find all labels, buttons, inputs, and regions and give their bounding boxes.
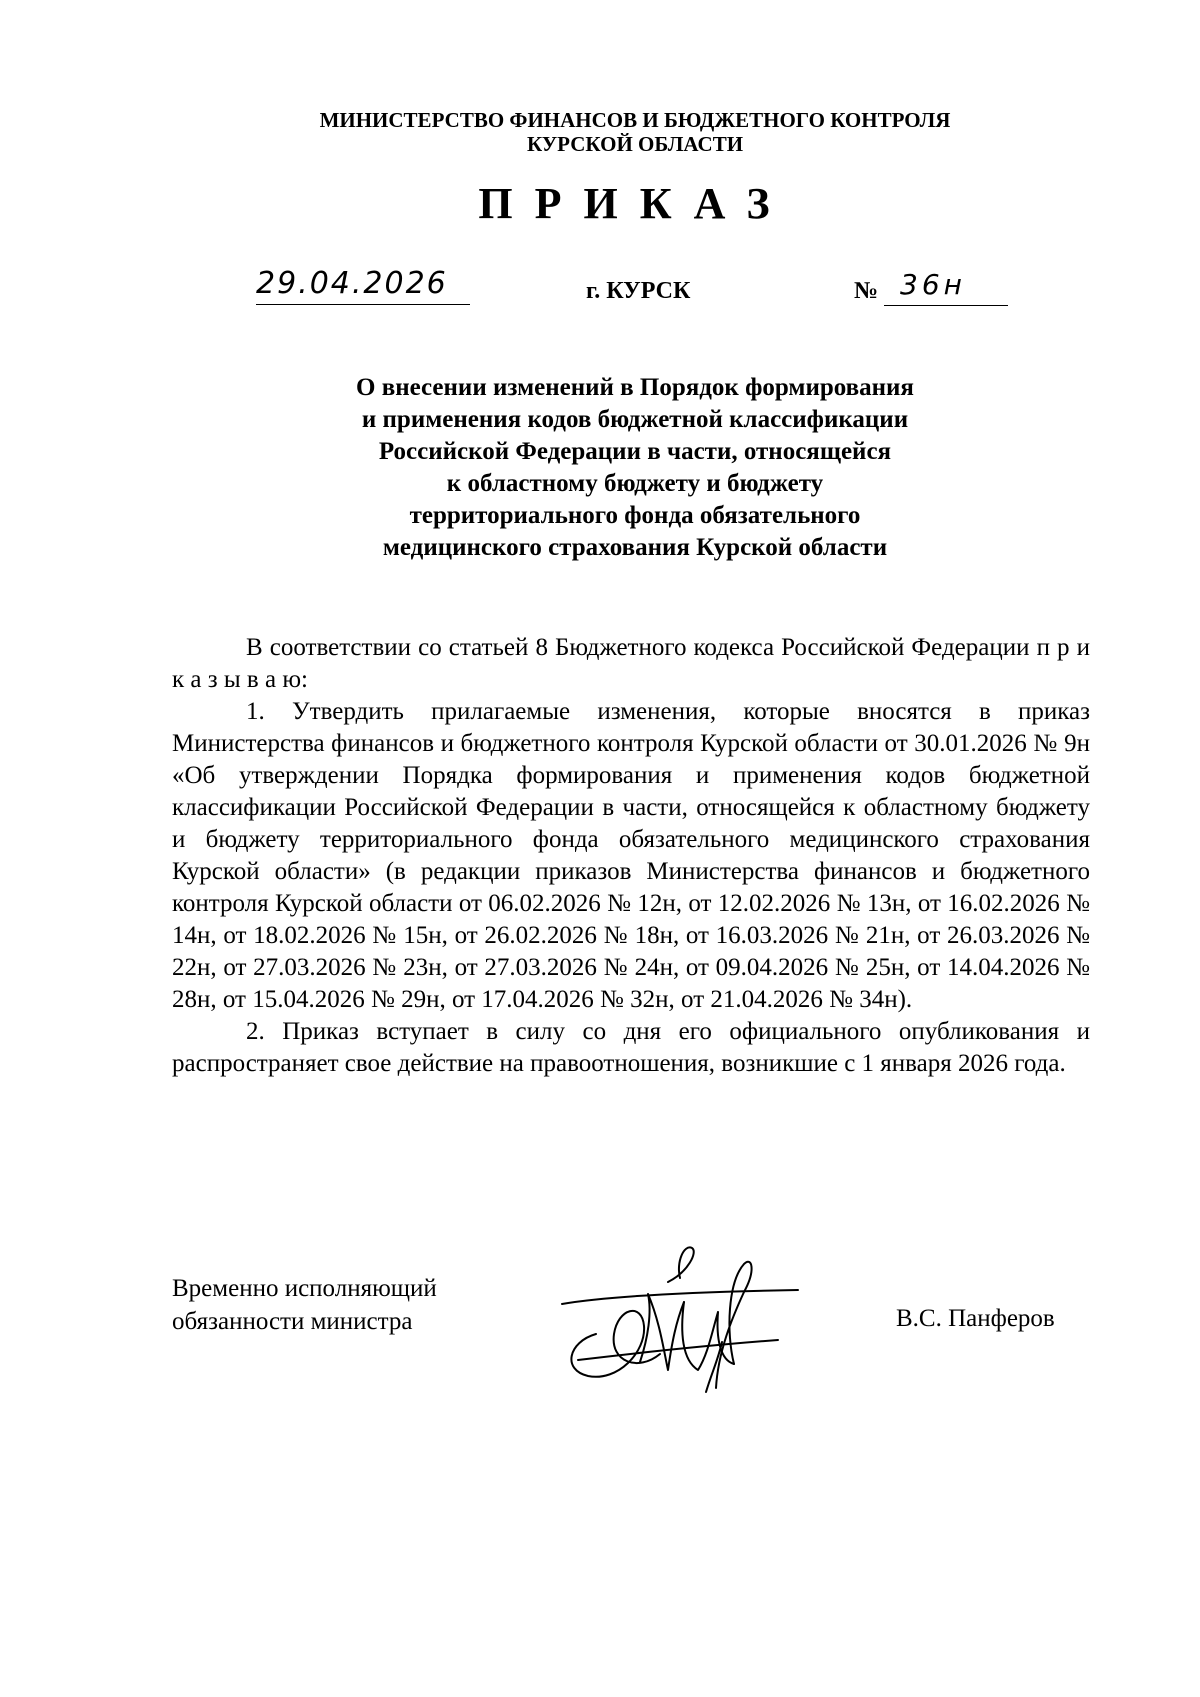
document-number: 36н <box>900 268 966 301</box>
subject-line: Российской Федерации в части, относящейся <box>378 438 892 465</box>
signatory-name: В.С. Панферов <box>896 1305 1055 1332</box>
subject-line: территориального фонда обязательного <box>409 502 861 529</box>
signatory-title-line1: Временно исполняющий <box>172 1275 437 1302</box>
date-underline <box>256 304 470 305</box>
signatory-title-line2: обязанности министра <box>172 1308 413 1335</box>
handwritten-signature <box>548 1242 818 1402</box>
document-body <box>172 632 1090 1080</box>
document-subject <box>0 372 1200 564</box>
body-item-2: 2. Приказ вступает в силу со дня его официального опубликования и распространяет свое действие на правоотношения, возникшие с 1 января 2026 года. <box>172 1018 1090 1077</box>
body-item-1: 1. Утвердить прилагаемые изменения, которые вносятся в приказ Министерства финансов и бюджетного контроля Курской области от 30.01.2026 № 9н «Об утверждении Порядка формирования и применения кодов бюджетной классификации Российской Федерации в части, относящейся к областному бюджету и бюджету территориального фонда обязательного медицинского страхования Курской области» (в редакции приказов Министерства финансов и бюджетного контроля Курской области от 06.02.2026 № 12н, от 12.02.2026 № 13н, от 16.02.2026 № 14н, от 18.02.2026 № 15н, от 26.02.2026 № 18н, от 16.03.2026 № 21н, от 26.03.2026 № 22н, от 27.03.2026 № 23н, от 27.03.2026 № 24н, от 09.04.2026 № 25н, от 14.04.2026 № 28н, от 15.04.2026 № 29н, от 17.04.2026 № 32н, от 21.04.2026 № 34н). <box>172 698 1090 1013</box>
subject-line: О внесении изменений в Порядок формирования <box>356 374 914 401</box>
number-label: № <box>854 278 879 304</box>
document-type-title: ПРИКАЗ <box>478 179 792 228</box>
document-city: г. КУРСК <box>586 278 691 304</box>
subject-line: медицинского страхования Курской области <box>382 534 888 561</box>
body-intro: В соответствии со статьей 8 Бюджетного кодекса Российской Федерации п р и к а з ы в а ю: <box>172 634 1090 693</box>
ministry-header <box>0 108 1200 156</box>
signatory-title <box>172 1272 437 1338</box>
document-meta-row <box>0 266 1200 312</box>
document-date: 29.04.2026 <box>256 266 448 301</box>
subject-line: к областному бюджету и бюджету <box>446 470 824 497</box>
ministry-name-line1: МИНИСТЕРСТВО ФИНАНСОВ И БЮДЖЕТНОГО КОНТРОЛЯ <box>319 108 951 132</box>
subject-line: и применения кодов бюджетной классификации <box>361 406 909 433</box>
ministry-name-line2: КУРСКОЙ ОБЛАСТИ <box>526 132 744 156</box>
number-underline <box>884 305 1008 306</box>
